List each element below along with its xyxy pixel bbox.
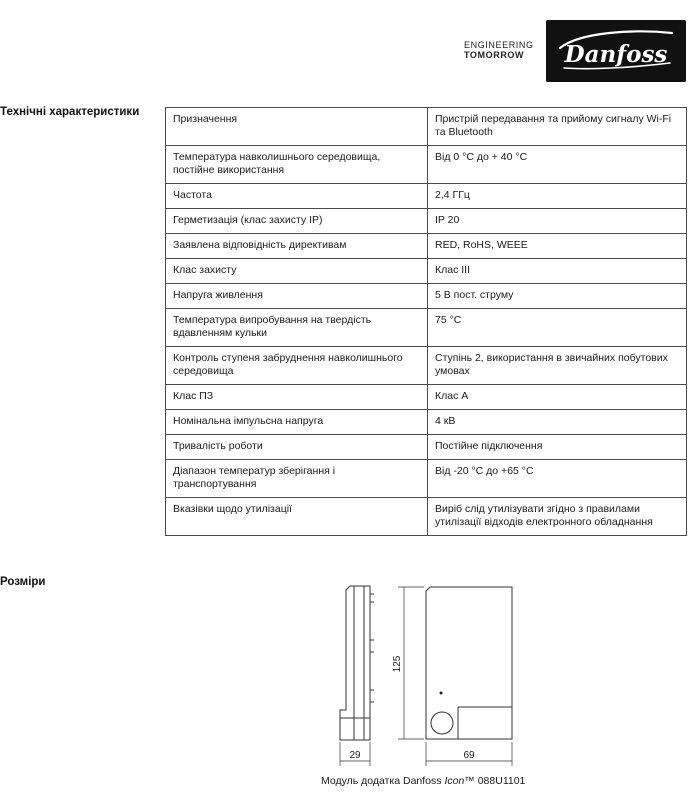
spec-key: Вказівки щодо утилізації bbox=[166, 498, 428, 536]
spec-key: Контроль ступеня забруднення навколишнього середовища bbox=[166, 347, 428, 385]
table-row bbox=[166, 259, 687, 284]
danfoss-logo-graphic bbox=[546, 20, 686, 82]
drawing-caption bbox=[321, 775, 525, 787]
spec-value: Від 0 °C до + 40 °C bbox=[428, 146, 687, 184]
height-dimension-label: 125 bbox=[392, 655, 403, 673]
tagline-line-2: TOMORROW bbox=[464, 50, 525, 60]
table-row bbox=[166, 209, 687, 234]
spec-value: 5 В пост. струму bbox=[428, 284, 687, 309]
table-row bbox=[166, 385, 687, 410]
table-row bbox=[166, 146, 687, 184]
spec-key: Герметизація (клас захисту IP) bbox=[166, 209, 428, 234]
tagline-line-1: ENGINEERING bbox=[464, 40, 534, 50]
spec-key: Напруга живлення bbox=[166, 284, 428, 309]
spec-key: Клас захисту bbox=[166, 259, 428, 284]
spec-key: Номінальна імпульсна напруга bbox=[166, 410, 428, 435]
caption-product: Icon bbox=[444, 775, 465, 787]
table-row bbox=[166, 410, 687, 435]
spec-key: Тривалість роботи bbox=[166, 435, 428, 460]
table-row bbox=[166, 184, 687, 209]
device-front-view bbox=[426, 587, 512, 739]
table-row bbox=[166, 108, 687, 146]
caption-suffix: ™ 088U1101 bbox=[464, 775, 526, 787]
table-row bbox=[166, 284, 687, 309]
spec-value: 4 кВ bbox=[428, 410, 687, 435]
spec-key: Температура навколишнього середовища, постійне використання bbox=[166, 146, 428, 184]
table-row bbox=[166, 460, 687, 498]
device-side-view bbox=[340, 586, 374, 740]
led-indicator-dot bbox=[440, 692, 443, 695]
table-row bbox=[166, 309, 687, 347]
specifications-table bbox=[165, 107, 687, 536]
spec-value: Від -20 °C до +65 °C bbox=[428, 460, 687, 498]
danfoss-logo-text: Danfoss bbox=[564, 41, 668, 68]
width-dimension-label: 69 bbox=[463, 750, 475, 761]
spec-value: IP 20 bbox=[428, 209, 687, 234]
table-row bbox=[166, 435, 687, 460]
spec-value: Постійне підключення bbox=[428, 435, 687, 460]
spec-value: Виріб слід утилізувати згідно з правилами утилізації відходів електронного обладнання bbox=[428, 498, 687, 536]
table-row bbox=[166, 498, 687, 536]
spec-value: Клас A bbox=[428, 385, 687, 410]
header-tagline bbox=[464, 40, 542, 60]
table-row bbox=[166, 234, 687, 259]
spec-key: Клас ПЗ bbox=[166, 385, 428, 410]
caption-prefix: Модуль додатка Danfoss bbox=[321, 775, 445, 787]
spec-value: RED, RoHS, WEEE bbox=[428, 234, 687, 259]
spec-key: Заявлена відповідність директивам bbox=[166, 234, 428, 259]
table-row bbox=[166, 347, 687, 385]
spec-key: Частота bbox=[166, 184, 428, 209]
spec-value: 2,4 ГГц bbox=[428, 184, 687, 209]
danfoss-logo bbox=[546, 20, 686, 82]
specs-section-heading: Технічні характеристики bbox=[0, 106, 140, 118]
spec-key: Температура випробування на твердість вдавленням кульки bbox=[166, 309, 428, 347]
spec-value: Пристрій передавання та прийому сигналу Wi-Fi та Bluetooth bbox=[428, 108, 687, 146]
spec-key: Призначення bbox=[166, 108, 428, 146]
spec-key: Діапазон температур зберігання і транспортування bbox=[166, 460, 428, 498]
spec-value: Клас III bbox=[428, 259, 687, 284]
dimension-drawing bbox=[326, 580, 526, 770]
depth-dimension-label: 29 bbox=[349, 750, 361, 761]
spec-value: Ступінь 2, використання в звичайних побутових умовах bbox=[428, 347, 687, 385]
dimensions-section-heading: Розміри bbox=[0, 576, 46, 588]
spec-value: 75 °C bbox=[428, 309, 687, 347]
